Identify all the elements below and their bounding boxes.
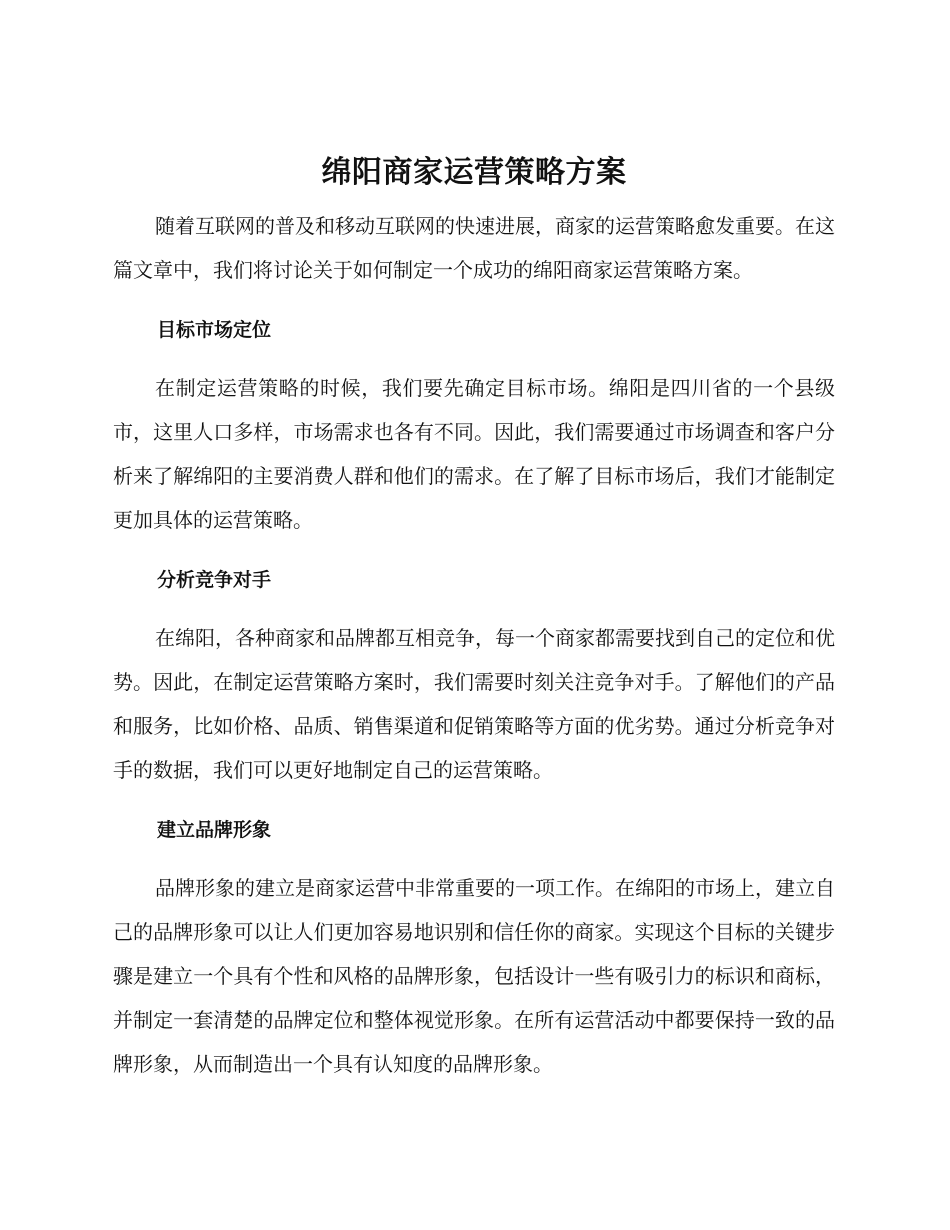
section-paragraph: 在绵阳，各种商家和品牌都互相竞争，每一个商家都需要找到自己的定位和优势。因此，在制定运营策略方案时，我们需要时刻关注竞争对手。了解他们的产品和服务，比如价格、品质、销售渠道和促销策略等方面的优劣势。通过分析竞争对手的数据，我们可以更好地制定自己的运营策略。	[113, 626, 835, 782]
section-heading: 目标市场定位	[157, 319, 272, 341]
section-target-market	[113, 308, 835, 542]
document-title: 绵阳商家运营策略方案	[321, 155, 627, 190]
section-competitor-analysis	[113, 558, 835, 792]
section-heading: 分析竞争对手	[157, 569, 272, 591]
intro-paragraph: 随着互联网的普及和移动互联网的快速进展，商家的运营策略愈发重要。在这篇文章中，我们将讨论关于如何制定一个成功的绵阳商家运营策略方案。	[113, 214, 835, 282]
section-brand-image	[113, 808, 835, 1086]
section-paragraph: 在制定运营策略的时候，我们要先确定目标市场。绵阳是四川省的一个县级市，这里人口多样，市场需求也各有不同。因此，我们需要通过市场调查和客户分析来了解绵阳的主要消费人群和他们的需求。在了解了目标市场后，我们才能制定更加具体的运营策略。	[113, 376, 835, 532]
section-paragraph: 品牌形象的建立是商家运营中非常重要的一项工作。在绵阳的市场上，建立自己的品牌形象可以让人们更加容易地识别和信任你的商家。实现这个目标的关键步骤是建立一个具有个性和风格的品牌形象，包括设计一些有吸引力的标识和商标，并制定一套清楚的品牌定位和整体视觉形象。在所有运营活动中都要保持一致的品牌形象，从而制造出一个具有认知度的品牌形象。	[113, 876, 835, 1076]
section-heading: 建立品牌形象	[157, 819, 272, 841]
